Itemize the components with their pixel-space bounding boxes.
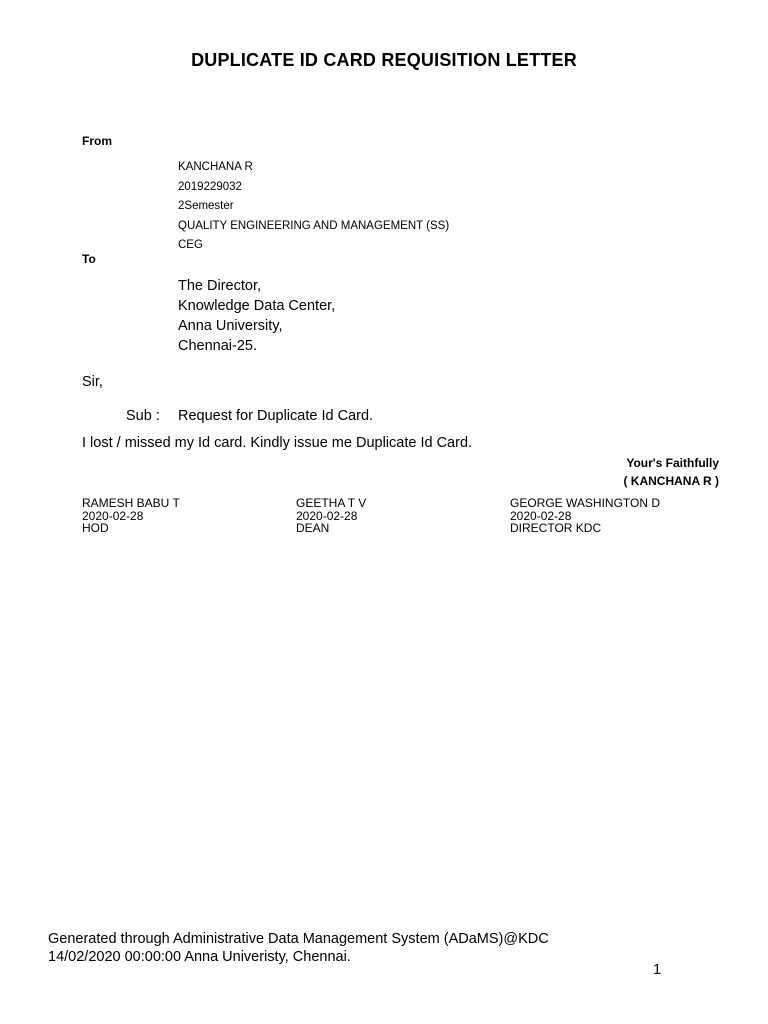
footer-line: Generated through Administrative Data Management System (ADaMS)@KDC bbox=[48, 931, 549, 947]
to-address-block bbox=[178, 276, 335, 356]
signatory-name: RAMESH BABU T bbox=[82, 496, 180, 510]
from-register-number: 2019229032 bbox=[178, 180, 242, 193]
from-label: From bbox=[82, 134, 112, 148]
closing-text: Your's Faithfully bbox=[626, 456, 719, 470]
from-semester: 2Semester bbox=[178, 200, 234, 212]
signatory-date: 2020-02-28 bbox=[296, 508, 358, 523]
signatory-role: HOD bbox=[82, 521, 109, 535]
signatory-name: GEORGE WASHINGTON D bbox=[510, 496, 661, 510]
signatory-name: GEETHA T V bbox=[296, 496, 367, 510]
from-campus: CEG bbox=[178, 239, 203, 251]
signatory-date: 2020-02-28 bbox=[82, 508, 144, 523]
signatory-dean bbox=[296, 497, 366, 535]
subject-label: Sub : bbox=[126, 408, 160, 424]
footer-line: 14/02/2020 00:00:00 Anna Univeristy, Chennai. bbox=[48, 949, 351, 965]
page-number: 1 bbox=[653, 962, 662, 978]
letter-body: I lost / missed my Id card. Kindly issue me Duplicate Id Card. bbox=[82, 435, 473, 451]
signatory-role: DEAN bbox=[296, 521, 330, 535]
footer-generated-note bbox=[48, 930, 549, 966]
to-label: To bbox=[82, 252, 96, 266]
from-name: KANCHANA R bbox=[178, 161, 253, 173]
to-line: Knowledge Data Center, bbox=[178, 298, 336, 314]
subject-text: Request for Duplicate Id Card. bbox=[178, 408, 374, 424]
signature-name: ( KANCHANA R ) bbox=[623, 474, 719, 488]
salutation: Sir, bbox=[82, 374, 103, 390]
signatory-director bbox=[510, 497, 660, 535]
to-line: Anna University, bbox=[178, 318, 283, 334]
closing-block bbox=[623, 454, 719, 490]
page-title: DUPLICATE ID CARD REQUISITION LETTER bbox=[191, 50, 577, 70]
to-line: The Director, bbox=[178, 278, 261, 294]
from-department: QUALITY ENGINEERING AND MANAGEMENT (SS) bbox=[178, 219, 450, 232]
signatory-hod bbox=[82, 497, 180, 535]
signatory-role: DIRECTOR KDC bbox=[510, 521, 602, 535]
to-line: Chennai-25. bbox=[178, 338, 257, 354]
signatory-date: 2020-02-28 bbox=[510, 508, 572, 523]
from-block bbox=[178, 158, 449, 256]
